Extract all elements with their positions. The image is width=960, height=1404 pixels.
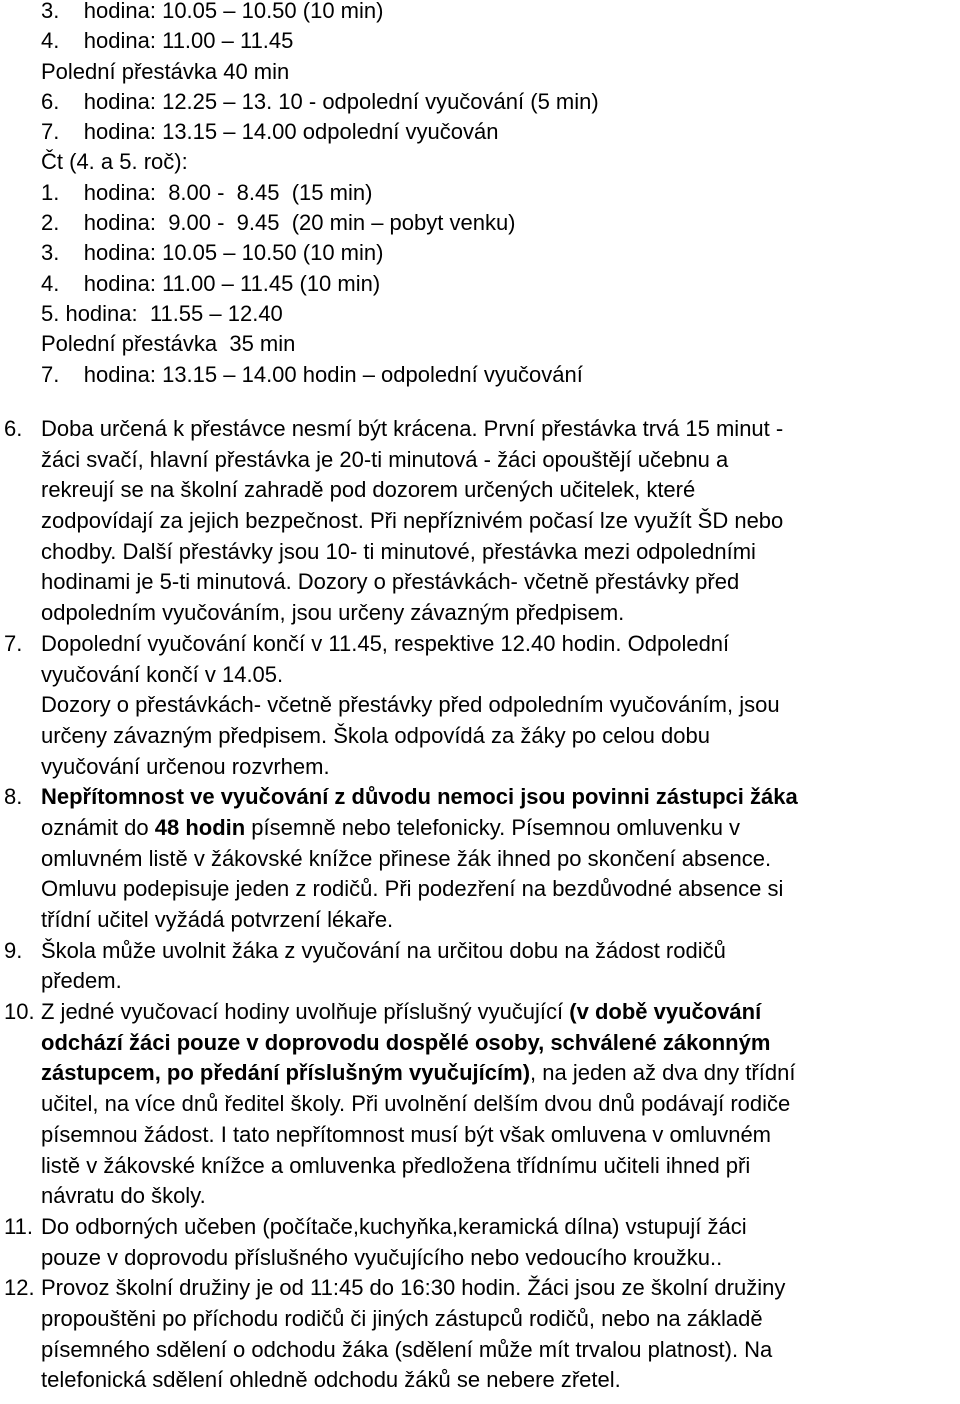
item-number: 6.	[4, 416, 23, 441]
item-number: 10.	[4, 999, 35, 1025]
schedule-line: Polední přestávka 40 min	[41, 58, 290, 84]
schedule-line: Polední přestávka 35 min	[41, 331, 296, 357]
text-line: hodinami je 5-ti minutová. Dozory o přestávkách- včetně přestávky před	[41, 569, 740, 595]
schedule-line: 4. hodina: 11.00 – 11.45 (10 min)	[41, 270, 381, 296]
text-line: určeny závazným předpisem. Škola odpovídá za žáky po celou dobu	[41, 722, 710, 748]
bold-text: (v době vyučování	[569, 999, 762, 1025]
text-line: vyučování končí v 14.05.	[41, 661, 284, 687]
text-line: rekreují se na školní zahradě pod dozorem určených učitelek, které	[41, 477, 696, 503]
text-line: předem.	[41, 968, 122, 994]
item-text	[41, 1212, 960, 1273]
schedule-line: 6. hodina: 12.25 – 13. 10 - odpolední vyučování (5 min)	[41, 88, 599, 114]
schedule-line: 7. hodina: 13.15 – 14.00 odpolední vyučován	[41, 119, 499, 145]
text-line	[41, 782, 960, 813]
text-line: propouštěni po příchodu rodičů či jiných zástupců rodičů, nebo na základě	[41, 1305, 763, 1331]
item-number: 7.	[4, 630, 23, 656]
rule-item-7	[0, 629, 960, 782]
rule-item-9	[0, 936, 960, 997]
item-text	[41, 936, 960, 997]
rule-item-6	[0, 414, 960, 629]
bold-text: Nepřítomnost ve vyučování z důvodu nemoci jsou povinni zástupci žáka	[41, 784, 798, 810]
text-line: písemnou žádost. I tato nepřítomnost musí být však omluvena v omluvném	[41, 1121, 772, 1147]
text-line	[41, 813, 960, 844]
rule-item-10	[0, 997, 960, 1212]
text-line: odpoledním vyučováním, jsou určeny závazným předpisem.	[41, 600, 625, 626]
text-line	[41, 997, 960, 1028]
text-line: žáci svačí, hlavní přestávka je 20-ti minutová - žáci opouštějí učebnu a	[41, 446, 729, 472]
item-text	[41, 782, 960, 935]
text-line: učitel, na více dnů ředitel školy. Při uvolnění delším dvou dnů podávají rodiče	[41, 1091, 791, 1117]
text-line	[41, 1028, 960, 1059]
text-line: Dopolední vyučování končí v 11.45, respektive 12.40 hodin. Odpolední	[41, 630, 730, 656]
bold-text: odchází žáci pouze v doprovodu dospělé osoby, schválené zákonným	[41, 1029, 771, 1055]
item-number: 12.	[4, 1275, 35, 1301]
text-line: třídní učitel vyžádá potvrzení lékaře.	[41, 907, 394, 932]
rules-list	[0, 414, 960, 1396]
rule-item-8	[0, 782, 960, 935]
schedule-line: 4. hodina: 11.00 – 11.45	[41, 28, 294, 54]
text-line	[41, 1058, 960, 1089]
text-line: Dozory o přestávkách- včetně přestávky před odpoledním vyučováním, jsou	[41, 692, 780, 718]
item-number: 8.	[4, 784, 23, 810]
item-text	[41, 1273, 960, 1396]
text-line: písemného sdělení o odchodu žáka (sdělení může mít trvalou platnost). Na	[41, 1336, 773, 1362]
rule-item-12	[0, 1273, 960, 1396]
schedule-line: 1. hodina: 8.00 - 8.45 (15 min)	[41, 179, 373, 205]
text-run: oznámit do	[41, 814, 155, 840]
text-line: Do odborných učeben (počítače,kuchyňka,keramická dílna) vstupují žáci	[41, 1213, 747, 1239]
text-line: vyučování určenou rozvrhem.	[41, 753, 330, 779]
schedule-line: 5. hodina: 11.55 – 12.40	[41, 300, 283, 326]
bold-text: 48 hodin	[154, 814, 246, 840]
text-line: telefonická sdělení ohledně odchodu žáků se nebere zřetel.	[41, 1367, 621, 1393]
item-text	[41, 414, 960, 629]
text-run: Z jedné vyučovací hodiny uvolňuje příslušný vyučující	[41, 999, 570, 1025]
bold-text: zástupcem, po předání příslušným vyučujícím)	[41, 1060, 531, 1086]
schedule-line: 2. hodina: 9.00 - 9.45 (20 min – pobyt venku)	[41, 210, 516, 236]
text-line: omluvném listě v žákovské knížce přinese žák ihned po skončení absence.	[41, 845, 772, 871]
text-run: , na jeden až dva dny třídní	[530, 1060, 796, 1086]
text-line: Škola může uvolnit žáka z vyučování na určitou dobu na žádost rodičů	[41, 937, 726, 963]
item-text	[41, 997, 960, 1212]
schedule-line: Čt (4. a 5. roč):	[41, 149, 188, 175]
text-line: listě v žákovské knížce a omluvenka předložena třídnímu učiteli ihned při	[41, 1152, 751, 1178]
schedule-line: 3. hodina: 10.05 – 10.50 (10 min)	[41, 240, 384, 266]
text-line: pouze v doprovodu příslušného vyučujícího nebo vedoucího kroužku..	[41, 1244, 723, 1270]
text-line: chodby. Další přestávky jsou 10- ti minutové, přestávka mezi odpoledními	[41, 538, 756, 564]
item-number: 9.	[4, 937, 23, 963]
text-line: Omluvu podepisuje jeden z rodičů. Při podezření na bezdůvodné absence si	[41, 876, 784, 902]
text-run: písemně nebo telefonicky. Písemnou omluvenku v	[245, 814, 741, 840]
schedule-line: 3. hodina: 10.05 – 10.50 (10 min)	[41, 0, 384, 23]
schedule-list	[41, 0, 599, 390]
text-line: zodpovídají za jejich bezpečnost. Při nepříznivém počasí lze využít ŠD nebo	[41, 508, 784, 534]
rule-item-11	[0, 1212, 960, 1273]
schedule-line: 7. hodina: 13.15 – 14.00 hodin – odpolední vyučování	[41, 361, 583, 387]
text-line: návratu do školy.	[41, 1183, 206, 1209]
text-line: Provoz školní družiny je od 11:45 do 16:30 hodin. Žáci jsou ze školní družiny	[41, 1275, 786, 1301]
item-number: 11.	[4, 1213, 33, 1239]
item-text	[41, 629, 960, 782]
text-line: Doba určená k přestávce nesmí být krácena. První přestávka trvá 15 minut -	[41, 416, 784, 441]
